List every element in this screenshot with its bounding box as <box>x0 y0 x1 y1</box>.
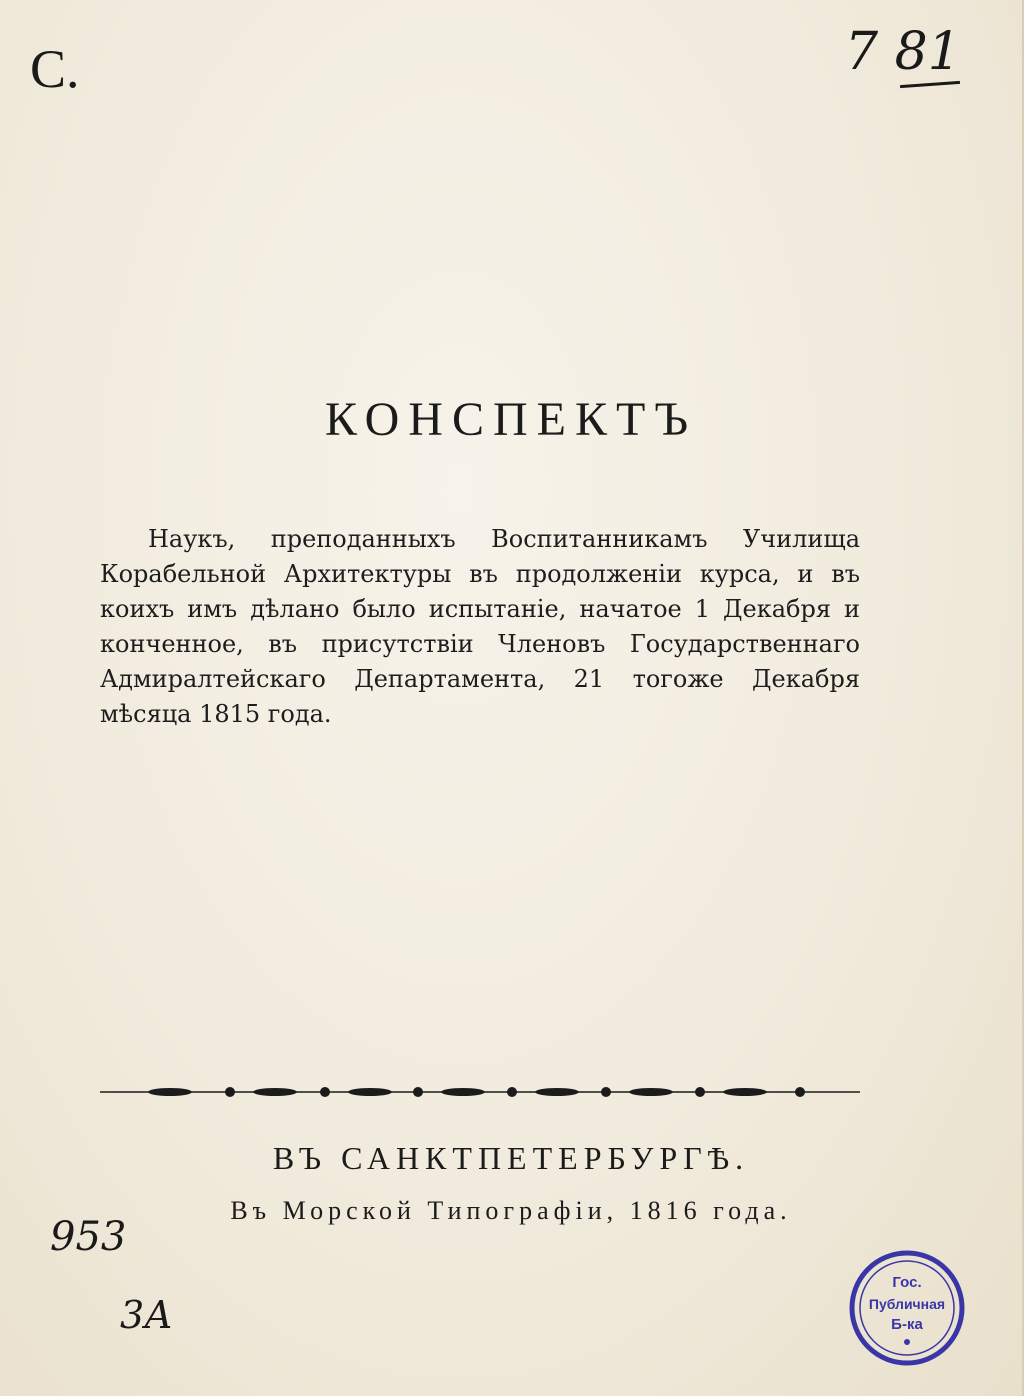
body-paragraph: Наукъ, преподанныхъ Воспитанникамъ Училища Корабельной Архитектуры въ продолженiи курса, и въ коихъ имъ дѣлано было испытанiе, начатое 1 Декабря и конченное, въ присутствiи Членовъ Государственнаго Адмиралтейскаго Департамента, 21 тогоже Декабря мѣсяца 1815 года. <box>100 525 860 728</box>
handwritten-mark-top-left: С. <box>30 39 80 99</box>
stamp-line-1: Гос. <box>892 1274 922 1291</box>
page-title: КОНСПЕКТЪ <box>324 393 698 446</box>
handwritten-shelfmark-top-right: 7 81 <box>845 22 961 82</box>
imprint-press: Въ Морской Типографiи, 1816 года. <box>230 1196 792 1225</box>
library-stamp <box>848 1249 966 1367</box>
handwritten-number-bottom-left: 953 <box>50 1214 127 1260</box>
ornamental-divider <box>100 1080 860 1104</box>
imprint-city: ВЪ САНКТПЕТЕРБУРГѢ. <box>272 1140 750 1176</box>
stamp-line-2: Публичная <box>868 1296 946 1312</box>
handwritten-mark-bottom-left: 3А <box>120 1293 173 1337</box>
stamp-line-3: Б-ка <box>891 1316 923 1333</box>
